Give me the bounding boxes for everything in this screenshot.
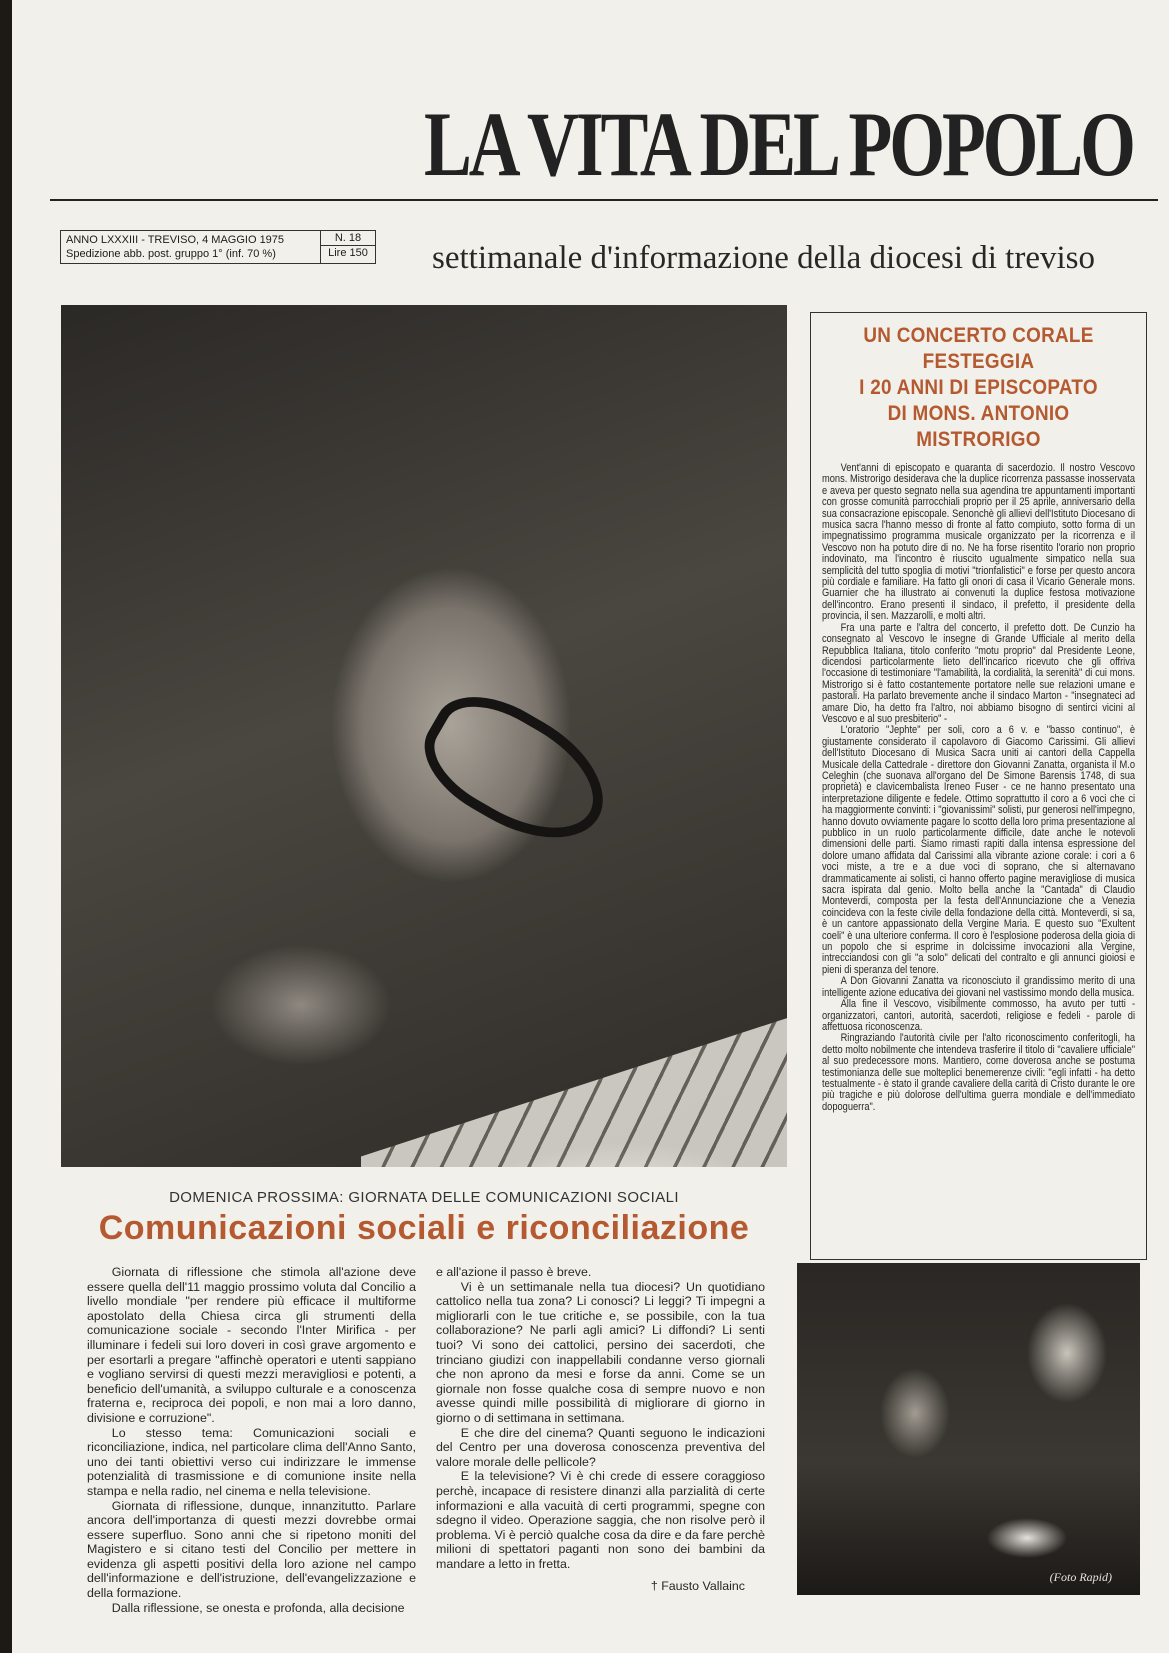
comic-book-image (361, 1014, 787, 1167)
paragraph: Giornata di riflessione che stimola all'azione deve essere quella dell'11 maggio prossimo voluta dal Concilio a livello mondiale "per rendere più efficace il multiforme apostolato della Chiesa circa gli strumenti della comunicazione sociale - secondo l'Inter Mirifica - per illuminare i fedeli sui loro doveri in così grave argomento e per esortarli a pregare "affinchè operatori e utenti sappiano e vogliano servirsi di questi mezzi meravigliosi e potenti, a beneficio dell'umanità, a sviluppo culturale e a conoscenza fraterna e, reciproca dei popoli, e non mai a loro danno, divisione e corruzione". (87, 1265, 416, 1425)
glasses-image (406, 675, 626, 865)
side-article-headline (828, 313, 1130, 453)
main-photo-boy-reading-comic (61, 305, 787, 1167)
photo-bishop-ceremony (797, 1263, 1140, 1595)
article-headline: Comunicazioni sociali e riconciliazione (98, 1209, 750, 1247)
paragraph: Fra una parte e l'altra del concerto, il prefetto dott. De Cunzio ha consegnato al Vescovo le insegne di Grande Ufficiale al merito della Repubblica Italiana, titolo conferito "motu proprio" dal Presidente Leone, dicendosi particolarmente lieto dell'incarico ricevuto che gli offriva l'occasione di testimoniare "l'amabilità, la cordialità, la serenità" di cui mons. Mistrorigo si è fatto costantemente portatore nelle sue relazioni umane e pastorali. Ha parlato brevemente anche il sindaco Marton - "insegnateci ad amare Dio, ha detto fra l'altro, noi abbiamo bisogno di sentirci vicini al Vescovo e al suo presbiterio" - (822, 621, 1136, 725)
side-article-body (822, 463, 1135, 1113)
paragraph: Vent'anni di episcopato e quaranta di sacerdozio. Il nostro Vescovo mons. Mistrorigo desiderava che la duplice ricorrenza passasse inosservata e aveva per questo segnato nella sua agendina tre appuntamenti importanti con grosse comunità parrocchiali proprio per il 25 aprile, anniversario della sua consacrazione episcopale. Senonchè gli allievi dell'Istituto Diocesano di musica sacra l'hanno messo di fronte al fatto compiuto, sotto forma di un impegnatissimo programma musicale organizzato per la ricorrenza e il Vescovo non ha potuto dire di no. Ne ha forse risentito l'orario non proprio indovinato, ma l'incontro è riuscito ugualmente simpatico nella sua semplicità del tutto spoglia di motivi "trionfalistici" e forse per questo ancora più cordiale e familiare. Ha fatto gli onori di casa il Vicario Generale mons. Guarnier che ha illustrato ai convenuti la duplice festosa motivazione dell'incontro. Erano presenti il sindaco, il prefetto, il presidente della provincia, il sen. Mazzarolli, e molti altri. (822, 462, 1136, 623)
main-article (61, 1167, 787, 1615)
photo-credit: (Foto Rapid) (1049, 1570, 1112, 1584)
headline-line: DI MONS. ANTONIO MISTRORIGO (887, 402, 1070, 451)
article-column-1 (87, 1265, 416, 1615)
paragraph: E la televisione? Vi è chi crede di essere coraggioso perchè, incapace di resistere dinanzi alla parzialità di certe informazioni e alla vacuità di certi programmi, spegne con sdegno il video. Operazione saggia, che non risolve però il problema. Vi è perciò qualche cosa da dire e da fare perchè milioni di spettatori paganti non sono dei bambini da mandare a letto in fretta. (436, 1469, 765, 1571)
paragraph: Alla fine il Vescovo, visibilmente commosso, ha avuto per tutti - organizzatori, cantori, autorità, sacerdoti, religiose e fedeli - parole di affettuosa riconoscenza. (822, 998, 1136, 1033)
article-kicker: DOMENICA PROSSIMA: GIORNATA DELLE COMUNICAZIONI SOCIALI (169, 1189, 679, 1206)
headline-line: UN CONCERTO CORALE FESTEGGIA (863, 324, 1094, 373)
issue-price: Lire 150 (328, 247, 368, 259)
paragraph: e all'azione il passo è breve. (436, 1265, 592, 1279)
paragraph: Ringraziando l'autorità civile per l'alto riconoscimento conferitogli, ha detto molto nobilmente che intendeva trasferire il titolo di "cavaliere ufficiale" al suo predecessore mons. Mantiero, come doverosa anche se postuma testimonianza delle sue molteplici benemerenze civili: "egli infatti - ha detto testualmente - è stato il grande cavaliere della carità di Cristo durante le ore più tragiche e più dolorose dell'ultima guerra mondiale e dell'immediato dopoguerra". (822, 1032, 1136, 1113)
masthead-rule (50, 199, 1158, 201)
newspaper-page (12, 0, 1169, 1653)
paragraph: A Don Giovanni Zanatta va riconosciuto il grandissimo merito di una intelligente azione educativa dei giovani nel vastissimo mondo della musica. (822, 975, 1136, 999)
paragraph: E che dire del cinema? Quanti seguono le indicazioni del Centro per una doverosa conoscenza preventiva del valore morale delle pellicole? (436, 1425, 765, 1469)
paragraph: Giornata di riflessione, dunque, innanzitutto. Parlare ancora dell'importanza di questi mezzi dovrebbe ormai essere superfluo. Sono anni che si ripetono moniti del Magistero e si citano testi del Concilio per mettere in evidenza gli aspetti positivi della loro azione nel campo dell'informazione e dell'istruzione, dell'evangelizzazione e della formazione. (87, 1498, 416, 1601)
side-article (810, 312, 1147, 1260)
issue-info-box (60, 230, 376, 264)
issue-number: N. 18 (321, 231, 375, 246)
article-column-2 (436, 1265, 765, 1615)
masthead-title: LA VITA DEL POPOLO (424, 93, 1133, 195)
paragraph: Vi è un settimanale nella tua diocesi? Un quotidiano cattolico nella tua zona? Li conosci? Li leggi? Ti impegni a migliorarli con le tue critiche e, se possibile, con la tua collaborazione? Ne parli agli amici? Li diffondi? Li senti tuoi? Vi sono dei cattolici, persino dei sacerdoti, che trinciano giudizi con inappellabili condanne verso giornali che non aprono da mesi e forse da anni. Come se un giornale non fosse qualche cosa di sempre nuovo e non avesse quindi mille possibilità di migliorare di giorno in giorno o di settimana in settimana. (436, 1279, 765, 1425)
paragraph: L'oratorio "Jephte" per soli, coro a 6 v. e "basso continuo", è giustamente considerato il capolavoro di Giacomo Carissimi. Gli allievi dell'Istituto Diocesano di Musica Sacra uniti ai cantori della Cappella Musicale della Cattedrale - direttore don Giovanni Zanatta, organista il M.o Celeghin (che suonava all'organo del De Simone Barensis 1748, di sua proprietà) e clavicembalista Ireneo Fuser - ce ne hanno presentato una interpretazione diligente e fedele. Ottimo soprattutto il coro a 6 voci che ci ha maggiormente convinti: i "giovanissimi" solisti, pur generosi nell'impegno, hanno dovuto ovviamente pagare lo scotto della loro prima presentazione al pubblico in un ruolo particolarmente difficile, date anche le notevoli dimensioni delle parti. Siamo rimasti rapiti dalla intensa espressione del dolore umano affidata dal Carissimi alla vibrante azione corale: i cori a 6 voci miste, a tre e a due voci di soprano, che si alternavano drammaticamente ai solisti, ci hanno offerto pagine meravigliose di musica sacra ispirata dal genio. Molto bella anche la "Cantada" di Claudio Monteverdi, composta per la festa dell'Annunciazione che a Venezia coincideva con la feste civile della fondazione della città. Monteverdi, si sa, è un cantore appassionato della Vergine Maria. E questo suo "Exultent coeli" è una ulteriore conferma. Il coro è l'esplosione poderosa della gioia di un popolo che si esprime in dolcissime invocazioni alla Vergine, intrecciandosi con gli "a solo" delicati del contralto e gli annunci gioiosi e pieni di speranza del tenore. (822, 724, 1136, 976)
issue-line-1: ANNO LXXXIII - TREVISO, 4 MAGGIO 1975 (66, 234, 285, 246)
article-signature: † Fausto Vallainc (650, 1579, 745, 1594)
headline-line: I 20 ANNI DI EPISCOPATO (859, 376, 1098, 399)
issue-line-2: Spedizione abb. post. gruppo 1° (inf. 70 %) (66, 248, 276, 260)
masthead-subtitle: settimanale d'informazione della diocesi di treviso (432, 240, 1095, 276)
paragraph: Lo stesso tema: Comunicazioni sociali e riconciliazione, indica, nel particolare clima dell'Anno Santo, uno dei tanti obiettivi verso cui indirizzare le immense potenzialità di trasmissione e di comunione insite nella stampa e nella radio, nel cinema e nella televisione. (87, 1425, 416, 1498)
paragraph: Dalla riflessione, se onesta e profonda, alla decisione (111, 1600, 405, 1615)
